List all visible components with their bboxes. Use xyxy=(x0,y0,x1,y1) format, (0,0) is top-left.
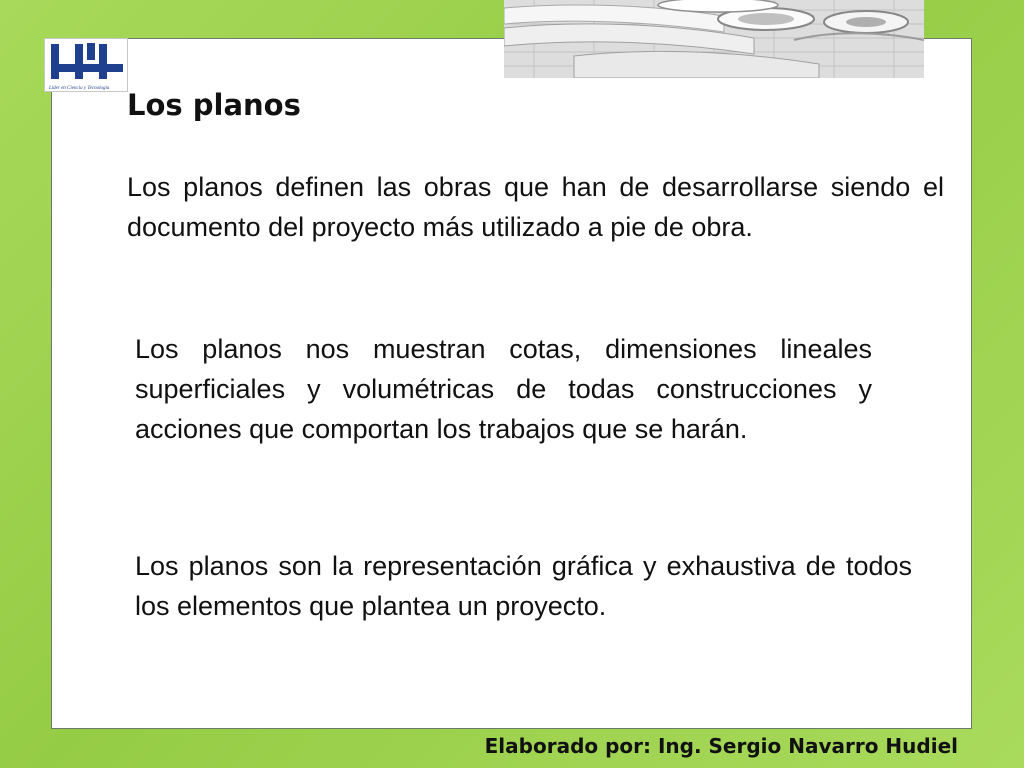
logo-tagline: Líder en Ciencia y Tecnología xyxy=(49,86,110,91)
blueprint-rolls-photo xyxy=(504,0,924,78)
blueprint-rolls-icon xyxy=(504,0,924,78)
author-footer: Elaborado por: Ing. Sergio Navarro Hudiel xyxy=(484,734,958,758)
university-logo xyxy=(44,38,128,92)
paragraph-definition: Los planos definen las obras que han de desarrollarse siendo el documento del proyecto más utilizado a pie de obra. xyxy=(127,172,944,242)
university-logo-icon xyxy=(45,39,128,92)
slide-title: Los planos xyxy=(127,88,301,122)
paragraph-measurements: Los planos nos muestran cotas, dimensiones lineales superficiales y volumétricas de todas construcciones y acciones que comportan los trabajos que se harán. xyxy=(135,334,872,444)
paragraph-representation: Los planos son la representación gráfica y exhaustiva de todos los elementos que plantea un proyecto. xyxy=(135,551,912,621)
